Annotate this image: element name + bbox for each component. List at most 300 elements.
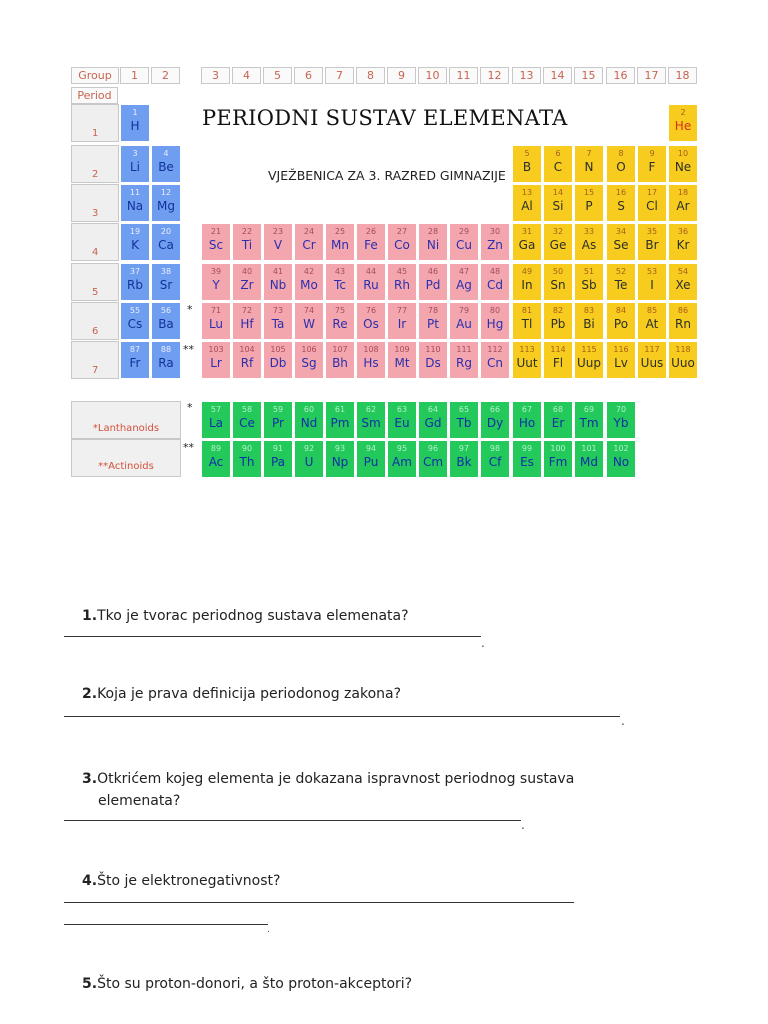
atomic-number: 50 — [552, 267, 564, 276]
element-Fm — [543, 440, 573, 478]
actinoids-label: **Actinoids — [71, 439, 181, 477]
actinoid-marker: ** — [183, 343, 194, 356]
question-text: Tko je tvorac periodnog sustava elemenata? — [97, 608, 409, 624]
group-header-5: 5 — [263, 67, 292, 84]
element-Bi — [574, 302, 604, 340]
element-symbol: Ta — [271, 317, 285, 331]
group-header-2: 2 — [151, 67, 180, 84]
atomic-number: 32 — [552, 227, 564, 236]
question-text: Koja je prava definicija periodonog zakona? — [97, 686, 402, 702]
element-Uup — [574, 341, 604, 379]
atomic-number: 118 — [675, 345, 691, 354]
element-Cr — [294, 223, 324, 261]
atomic-number: 44 — [365, 267, 377, 276]
element-Rg — [449, 341, 479, 379]
element-symbol: As — [581, 238, 597, 252]
element-symbol: Pr — [272, 416, 284, 430]
atomic-number: 10 — [677, 149, 689, 158]
element-Db — [263, 341, 293, 379]
element-symbol: Rn — [675, 317, 691, 331]
question-3 — [82, 769, 574, 790]
element-Rn — [668, 302, 698, 340]
element-Ta — [263, 302, 293, 340]
atomic-number: 84 — [615, 306, 627, 315]
element-symbol: Uup — [576, 356, 601, 370]
element-symbol: Bk — [456, 455, 472, 469]
element-Mo — [294, 263, 324, 301]
atomic-number: 104 — [239, 345, 255, 354]
element-Rf — [232, 341, 262, 379]
element-Cl — [637, 184, 667, 222]
element-symbol: Gd — [424, 416, 442, 430]
element-Tm — [574, 401, 604, 439]
element-symbol: Bh — [332, 356, 348, 370]
element-Es — [512, 440, 542, 478]
atomic-number: 68 — [552, 405, 564, 414]
element-symbol: Zr — [240, 278, 254, 292]
group-header-8: 8 — [356, 67, 385, 84]
element-symbol: O — [616, 160, 626, 174]
element-K — [120, 223, 150, 261]
element-symbol: Db — [269, 356, 287, 370]
atomic-number: 95 — [396, 444, 408, 453]
element-O — [606, 145, 636, 183]
atomic-number: 92 — [303, 444, 315, 453]
element-In — [512, 263, 542, 301]
question-1 — [82, 606, 409, 627]
element-Pa — [263, 440, 293, 478]
element-symbol: Cu — [456, 238, 472, 252]
element-Np — [325, 440, 355, 478]
period-label-6 — [71, 302, 119, 340]
element-symbol: Po — [613, 317, 629, 331]
atomic-number: 7 — [586, 149, 592, 158]
atomic-number: 36 — [677, 227, 689, 236]
atomic-number: 67 — [521, 405, 533, 414]
element-symbol: La — [208, 416, 224, 430]
element-Ir — [387, 302, 417, 340]
atomic-number: 55 — [129, 306, 141, 315]
atomic-number: 40 — [241, 267, 253, 276]
atomic-number: 71 — [210, 306, 222, 315]
atomic-number: 29 — [458, 227, 470, 236]
element-symbol: Ge — [549, 238, 567, 252]
atomic-number: 97 — [458, 444, 470, 453]
answer-line[interactable] — [64, 902, 574, 903]
element-symbol: Uut — [516, 356, 538, 370]
element-Ca — [151, 223, 181, 261]
element-symbol: Au — [456, 317, 472, 331]
period-label-3 — [71, 184, 119, 222]
element-symbol: Ru — [363, 278, 379, 292]
atomic-number: 13 — [521, 188, 533, 197]
atomic-number: 79 — [458, 306, 470, 315]
atomic-number: 16 — [615, 188, 627, 197]
atomic-number: 86 — [677, 306, 689, 315]
element-Cm — [418, 440, 448, 478]
atomic-number: 81 — [521, 306, 533, 315]
element-symbol: He — [674, 119, 692, 133]
element-Sb — [574, 263, 604, 301]
element-symbol: Eu — [394, 416, 410, 430]
answer-line[interactable] — [64, 636, 481, 637]
atomic-number: 98 — [489, 444, 501, 453]
period-label-2 — [71, 145, 119, 183]
element-Lv — [606, 341, 636, 379]
group-header-17: 17 — [637, 67, 666, 84]
element-Uuo — [668, 341, 698, 379]
atomic-number: 11 — [129, 188, 141, 197]
atomic-number: 102 — [613, 444, 629, 453]
element-symbol: Se — [613, 238, 629, 252]
period-number: 1 — [92, 128, 99, 139]
atomic-number: 101 — [581, 444, 597, 453]
element-symbol: U — [304, 455, 314, 469]
element-symbol: Uus — [640, 356, 664, 370]
element-symbol: Zn — [487, 238, 503, 252]
element-symbol: Si — [552, 199, 564, 213]
period-number: 7 — [92, 365, 99, 376]
element-Am — [387, 440, 417, 478]
atomic-number: 93 — [334, 444, 346, 453]
group-header-14: 14 — [543, 67, 572, 84]
element-Tc — [325, 263, 355, 301]
atomic-number: 33 — [583, 227, 595, 236]
element-Ni — [418, 223, 448, 261]
element-Pm — [325, 401, 355, 439]
atomic-number: 24 — [303, 227, 315, 236]
element-S — [606, 184, 636, 222]
element-Dy — [480, 401, 510, 439]
element-Ba — [151, 302, 181, 340]
element-symbol: Te — [614, 278, 628, 292]
atomic-number: 109 — [394, 345, 410, 354]
element-symbol: Ir — [397, 317, 407, 331]
period-label-1 — [71, 104, 119, 142]
element-symbol: Ac — [208, 455, 224, 469]
element-Cn — [480, 341, 510, 379]
atomic-number: 12 — [160, 188, 172, 197]
group-header-1: 1 — [120, 67, 149, 84]
element-Tb — [449, 401, 479, 439]
atomic-number: 113 — [519, 345, 535, 354]
atomic-number: 39 — [210, 267, 222, 276]
element-symbol: N — [584, 160, 594, 174]
group-header-label: Group — [71, 67, 119, 84]
element-symbol: At — [645, 317, 659, 331]
element-symbol: Cf — [488, 455, 502, 469]
element-F — [637, 145, 667, 183]
element-Fe — [356, 223, 386, 261]
atomic-number: 56 — [160, 306, 172, 315]
element-Er — [543, 401, 573, 439]
element-symbol: Kr — [676, 238, 690, 252]
element-Pt — [418, 302, 448, 340]
answer-line[interactable] — [64, 716, 620, 717]
atomic-number: 111 — [456, 345, 472, 354]
atomic-number: 82 — [552, 306, 564, 315]
element-symbol: Rg — [456, 356, 472, 370]
element-symbol: Os — [363, 317, 379, 331]
period-number: 4 — [92, 247, 99, 258]
atomic-number: 1 — [132, 108, 138, 117]
element-symbol: Fm — [548, 455, 568, 469]
page-title: PERIODNI SUSTAV ELEMENATA — [202, 106, 568, 130]
element-Li — [120, 145, 150, 183]
element-Pd — [418, 263, 448, 301]
atomic-number: 52 — [615, 267, 627, 276]
element-Uut — [512, 341, 542, 379]
element-symbol: Yb — [613, 416, 629, 430]
element-Yb — [606, 401, 636, 439]
atomic-number: 41 — [272, 267, 284, 276]
group-header-15: 15 — [574, 67, 603, 84]
group-header-11: 11 — [449, 67, 478, 84]
atomic-number: 48 — [489, 267, 501, 276]
atomic-number: 65 — [458, 405, 470, 414]
element-symbol: Pt — [427, 317, 439, 331]
element-symbol: Re — [332, 317, 348, 331]
atomic-number: 27 — [396, 227, 408, 236]
element-symbol: Na — [126, 199, 144, 213]
atomic-number: 72 — [241, 306, 253, 315]
element-symbol: Y — [212, 278, 220, 292]
element-symbol: In — [521, 278, 533, 292]
atomic-number: 31 — [521, 227, 533, 236]
question-2 — [82, 684, 401, 705]
element-Ru — [356, 263, 386, 301]
atomic-number: 19 — [129, 227, 141, 236]
atomic-number: 34 — [615, 227, 627, 236]
element-symbol: Lv — [614, 356, 628, 370]
lanthanoid-row-marker: * — [187, 401, 193, 414]
element-symbol: Ga — [518, 238, 536, 252]
element-symbol: Pb — [550, 317, 566, 331]
element-symbol: Md — [580, 455, 598, 469]
element-symbol: Ba — [158, 317, 174, 331]
element-symbol: Mn — [331, 238, 349, 252]
atomic-number: 75 — [334, 306, 346, 315]
element-Ga — [512, 223, 542, 261]
lanthanoid-marker: * — [187, 303, 193, 316]
element-symbol: Pu — [363, 455, 379, 469]
element-symbol: I — [650, 278, 654, 292]
atomic-number: 90 — [241, 444, 253, 453]
atomic-number: 2 — [680, 108, 686, 117]
atomic-number: 26 — [365, 227, 377, 236]
element-symbol: Np — [331, 455, 349, 469]
element-Sc — [201, 223, 231, 261]
element-symbol: No — [612, 455, 630, 469]
element-Ti — [232, 223, 262, 261]
element-Mn — [325, 223, 355, 261]
element-Ne — [668, 145, 698, 183]
element-symbol: Dy — [486, 416, 504, 430]
atomic-number: 110 — [425, 345, 441, 354]
element-Br — [637, 223, 667, 261]
element-Cf — [480, 440, 510, 478]
element-symbol: B — [522, 160, 532, 174]
atomic-number: 64 — [427, 405, 439, 414]
element-symbol: Sc — [208, 238, 224, 252]
element-symbol: Ag — [456, 278, 472, 292]
atomic-number: 99 — [521, 444, 533, 453]
atomic-number: 38 — [160, 267, 172, 276]
element-symbol: Cr — [302, 238, 316, 252]
element-symbol: Ho — [518, 416, 536, 430]
line-end-dot: . — [621, 714, 625, 728]
element-symbol: Th — [239, 455, 255, 469]
element-Rb — [120, 263, 150, 301]
element-No — [606, 440, 636, 478]
atomic-number: 78 — [427, 306, 439, 315]
period-number: 5 — [92, 287, 99, 298]
atomic-number: 45 — [396, 267, 408, 276]
element-symbol: Ca — [158, 238, 174, 252]
atomic-number: 96 — [427, 444, 439, 453]
element-symbol: Sb — [581, 278, 597, 292]
element-symbol: Cd — [487, 278, 503, 292]
element-symbol: Tl — [521, 317, 533, 331]
element-symbol: Ds — [425, 356, 441, 370]
atomic-number: 43 — [334, 267, 346, 276]
element-symbol: Sn — [550, 278, 566, 292]
period-label-5 — [71, 263, 119, 301]
atomic-number: 51 — [583, 267, 595, 276]
atomic-number: 61 — [334, 405, 346, 414]
element-symbol: Bi — [583, 317, 595, 331]
atomic-number: 22 — [241, 227, 253, 236]
element-Sg — [294, 341, 324, 379]
element-Cd — [480, 263, 510, 301]
element-Pr — [263, 401, 293, 439]
element-Re — [325, 302, 355, 340]
element-Be — [151, 145, 181, 183]
element-symbol: Ar — [676, 199, 690, 213]
atomic-number: 103 — [208, 345, 224, 354]
element-symbol: Fl — [552, 356, 564, 370]
period-number: 3 — [92, 208, 99, 219]
element-P — [574, 184, 604, 222]
element-symbol: Uuo — [671, 356, 695, 370]
element-symbol: W — [303, 317, 315, 331]
element-Ar — [668, 184, 698, 222]
element-N — [574, 145, 604, 183]
atomic-number: 115 — [581, 345, 597, 354]
atomic-number: 49 — [521, 267, 533, 276]
atomic-number: 91 — [272, 444, 284, 453]
element-symbol: V — [273, 238, 283, 252]
atomic-number: 21 — [210, 227, 222, 236]
element-At — [637, 302, 667, 340]
element-Bk — [449, 440, 479, 478]
element-symbol: Xe — [675, 278, 691, 292]
element-Ra — [151, 341, 181, 379]
answer-line[interactable] — [64, 924, 268, 925]
question-number: 1. — [82, 608, 98, 624]
atomic-number: 74 — [303, 306, 315, 315]
element-Hs — [356, 341, 386, 379]
atomic-number: 8 — [618, 149, 624, 158]
atomic-number: 76 — [365, 306, 377, 315]
atomic-number: 60 — [303, 405, 315, 414]
actinoid-row-marker: ** — [183, 441, 194, 454]
element-symbol: Hf — [240, 317, 254, 331]
element-symbol: P — [585, 199, 593, 213]
line-end-dot: . — [521, 818, 525, 832]
element-Bh — [325, 341, 355, 379]
element-symbol: Be — [158, 160, 174, 174]
atomic-number: 105 — [270, 345, 286, 354]
atomic-number: 53 — [646, 267, 658, 276]
atomic-number: 116 — [613, 345, 629, 354]
element-symbol: Rh — [394, 278, 410, 292]
atomic-number: 20 — [160, 227, 172, 236]
element-Rh — [387, 263, 417, 301]
question-number: 3. — [82, 771, 98, 787]
element-Hg — [480, 302, 510, 340]
group-header-6: 6 — [294, 67, 323, 84]
element-symbol: H — [130, 119, 140, 133]
atomic-number: 88 — [160, 345, 172, 354]
element-C — [543, 145, 573, 183]
group-header-16: 16 — [606, 67, 635, 84]
element-symbol: Sg — [301, 356, 317, 370]
atomic-number: 108 — [363, 345, 379, 354]
element-symbol: Nb — [269, 278, 287, 292]
element-Lu — [201, 302, 231, 340]
atomic-number: 5 — [524, 149, 530, 158]
element-Th — [232, 440, 262, 478]
atomic-number: 46 — [427, 267, 439, 276]
element-symbol: Ne — [674, 160, 692, 174]
atomic-number: 63 — [396, 405, 408, 414]
element-Ag — [449, 263, 479, 301]
atomic-number: 100 — [550, 444, 566, 453]
element-Sr — [151, 263, 181, 301]
atomic-number: 54 — [677, 267, 689, 276]
element-symbol: Mg — [157, 199, 175, 213]
element-symbol: Ra — [158, 356, 174, 370]
question-text: Što je elektronegativnost? — [97, 873, 281, 889]
element-He — [668, 104, 698, 142]
question-3-continuation: elemenata? — [98, 793, 181, 809]
question-number: 2. — [82, 686, 98, 702]
element-Ho — [512, 401, 542, 439]
line-end-dot: . — [481, 636, 485, 650]
element-symbol: Mo — [300, 278, 318, 292]
atomic-number: 35 — [646, 227, 658, 236]
period-label-7 — [71, 341, 119, 379]
element-symbol: Pd — [425, 278, 441, 292]
group-header-3: 3 — [201, 67, 230, 84]
element-I — [637, 263, 667, 301]
atomic-number: 25 — [334, 227, 346, 236]
atomic-number: 59 — [272, 405, 284, 414]
period-number: 2 — [92, 169, 99, 180]
element-Eu — [387, 401, 417, 439]
element-symbol: Lr — [210, 356, 222, 370]
group-header-12: 12 — [480, 67, 509, 84]
answer-line[interactable] — [64, 820, 521, 821]
atomic-number: 3 — [132, 149, 138, 158]
element-Pb — [543, 302, 573, 340]
element-As — [574, 223, 604, 261]
question-text: Što su proton-donori, a što proton-akceptori? — [97, 976, 413, 992]
atomic-number: 112 — [487, 345, 503, 354]
element-symbol: Mt — [394, 356, 410, 370]
atomic-number: 69 — [583, 405, 595, 414]
